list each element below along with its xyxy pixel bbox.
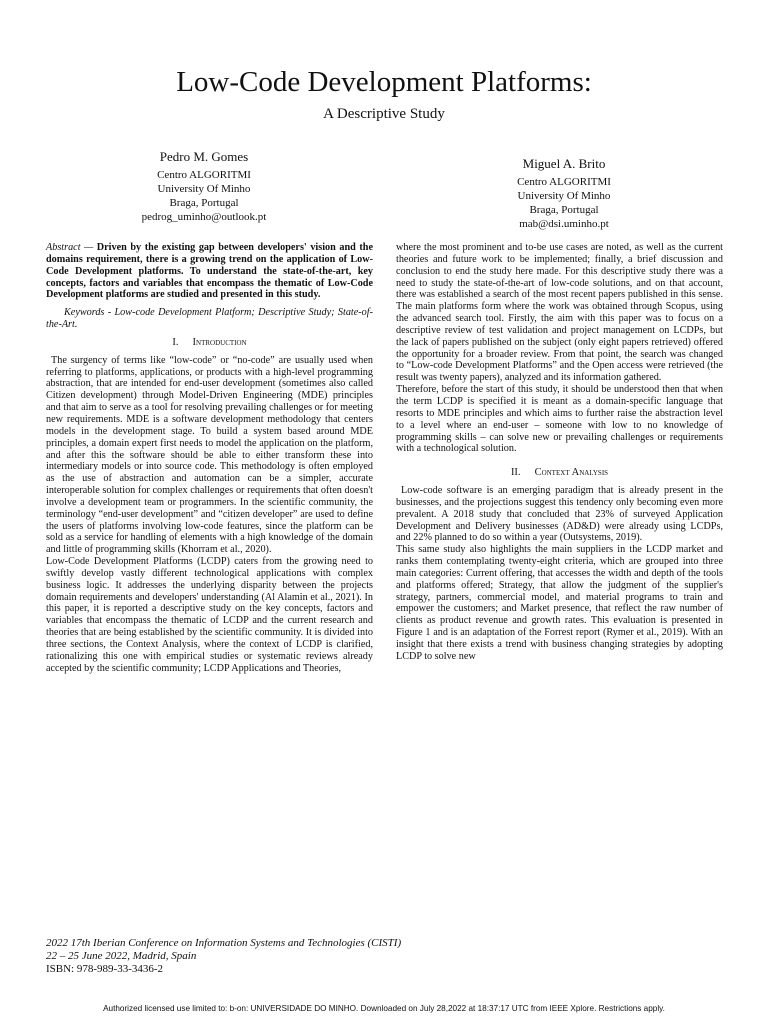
abstract-label: Abstract — (46, 242, 94, 253)
abstract (46, 242, 373, 301)
paragraph-continued: where the most prominent and to-be use cases are noted, as well as the current theories and future work to be implemented; finally, a brief discussion and conclusion to end the study here made. For this descriptive study there was a need to study the state-of-the-art of low-code solutions, and on that account, there was established a search of the most recent papers published in this sense. The main platforms form where the work was obtained through Scopus, using the advanced search tool. Firstly, the aim with this paper was to focus on a descriptive review of test validation and project management on LCDPs, but the lack of papers published on the subject (only eight papers retrieved) offered the opportunity for a broader review. From that point, the search was changed to “Low-code Development Platforms” and the Open access were retrieved (the result was twenty papers), analyzed and its information gathered. (396, 242, 723, 384)
author-city: Braga, Portugal (169, 197, 239, 209)
author-name: Miguel A. Brito (522, 156, 606, 171)
conference-name: 2022 17th Iberian Conference on Information Systems and Technologies (CISTI) (46, 937, 402, 949)
section-heading-1 (46, 337, 373, 349)
paper-title: Low-Code Development Platforms: (176, 66, 592, 98)
author-univ: University Of Minho (157, 183, 251, 195)
author-org: Centro ALGORITMI (517, 176, 611, 188)
author-block-1 (84, 148, 324, 224)
column-right (396, 242, 723, 663)
section-heading-2 (396, 467, 723, 479)
author-email: pedrog_uminho@outlook.pt (141, 211, 267, 223)
section-title: Context Analysis (534, 467, 609, 479)
paragraph: Low-code software is an emerging paradigm that is already present in the businesses, and the projections suggest this tendency only becoming even more prevalent. A 2018 study that concluded that 23% of surveyed Application Development and Delivery businesses (AD&D) were already using LCDPs, and 22% planned to do so within a year (Outsystems, 2019). (396, 485, 723, 544)
paragraph: This same study also highlights the main suppliers in the LCDP market and ranks them contemplating twenty-eight criteria, which are grouped into three main categories: Current offering, that accesses the width and depth of the tools and platforms offered; Strategy, that allow the judgment of the supplier's strategy, partners, commercial model, and material programs to train and empower the customers; and Market presence, that reflect the raw number of clients as product revenue and growth rates. This evaluation is presented in Figure 1 and is an adaptation of the Forrest report (Rymer et al., 2019). With an insight that there exists a trend with business changing strategies by adopting LCDP to solve new (396, 544, 723, 662)
author-org: Centro ALGORITMI (157, 169, 251, 181)
conference-footer (46, 937, 546, 976)
keywords: Keywords - Low-code Development Platform; Descriptive Study; State-of-the-Art. (46, 307, 373, 331)
section-number: I. (172, 336, 179, 348)
author-email: mab@dsi.uminho.pt (519, 218, 609, 230)
paragraph: Therefore, before the start of this study, it should be understood then that when the term LCDP is specified it is meant as a domain-specific language that resorts to MDE principles and which aims to further raise the abstraction level to a level where an end-user – someone with low to no knowledge of programming skills – can solve new or prevailing challenges or requirements with a technological solution. (396, 384, 723, 455)
isbn: ISBN: 978-989-33-3436-2 (46, 963, 164, 975)
author-block-2 (444, 155, 684, 231)
paper-subtitle: A Descriptive Study (323, 106, 445, 122)
author-city: Braga, Portugal (529, 204, 599, 216)
paragraph: The surgency of terms like “low-code” or “no-code” are usually used when referring to platforms, applications, or products with a high-level programming abstraction, that are intended for end-user development (sometimes also called Citizen development) through Model-Driven Engineering (MDE) principles and that aim to serve as a tool for resolving prevailing challenges or for meeting new requirements. MDE is a software development methodology that centers models in the development stage. To build a system based around MDE principles, a domain expert first needs to model the application on the platform, and after this the software should be able to either transform these into intermediary models or into source code. This methodology is often employed as the use of abstraction and automation can be a simpler, accurate interoperable solution for complex challenges or requirements that often doesn't involve a development team or programmers. In the scientific community, the terminology “end-user development” and “citizen developer” are used to define the users of platforms involving low-code features, since the platform can be sold as a service for handling of elements with a high knowledge of the domain and little of programming skills (Khorram et al., 2020). (46, 354, 373, 556)
paragraph: Low-Code Development Platforms (LCDP) caters from the growing need to swiftly develop vastly different technological applications with complex business logic. It addresses the underlying disparity between the projects domain requirements and developers' understanding (Al Alamin et al., 2021). In this paper, it is reported a descriptive study on the key concepts, factors and variables that encompass the thematic of LCDP and the current research and theories that are being established by the scientific community. It is divided into three sections, the Context Analysis, where the context of LCDP is clarified, rationalizing this one with empirical studies or systematic reviews already accepted by the scientific community; LCDP Applications and Theories, (46, 556, 373, 674)
abstract-text: Driven by the existing gap between developers' vision and the domains requirement, there is a growing trend on the application of Low-Code Development platforms. To understand the state-of-the-art, key concepts, factors and variables that encompass the thematic of Low-Code Development platforms are studied and presented in this study. (46, 242, 373, 301)
author-name: Pedro M. Gomes (159, 149, 249, 164)
conference-date: 22 – 25 June 2022, Madrid, Spain (46, 950, 197, 962)
column-left (46, 242, 373, 675)
section-title: Introduction (192, 336, 247, 348)
license-notice: Authorized licensed use limited to: b-on: UNIVERSIDADE DO MINHO. Downloaded on July 28,2022 at 18:37:17 UTC from IEEE Xplore. Restrictions apply. (103, 1004, 665, 1013)
section-number: II. (510, 467, 521, 479)
author-univ: University Of Minho (517, 190, 611, 202)
